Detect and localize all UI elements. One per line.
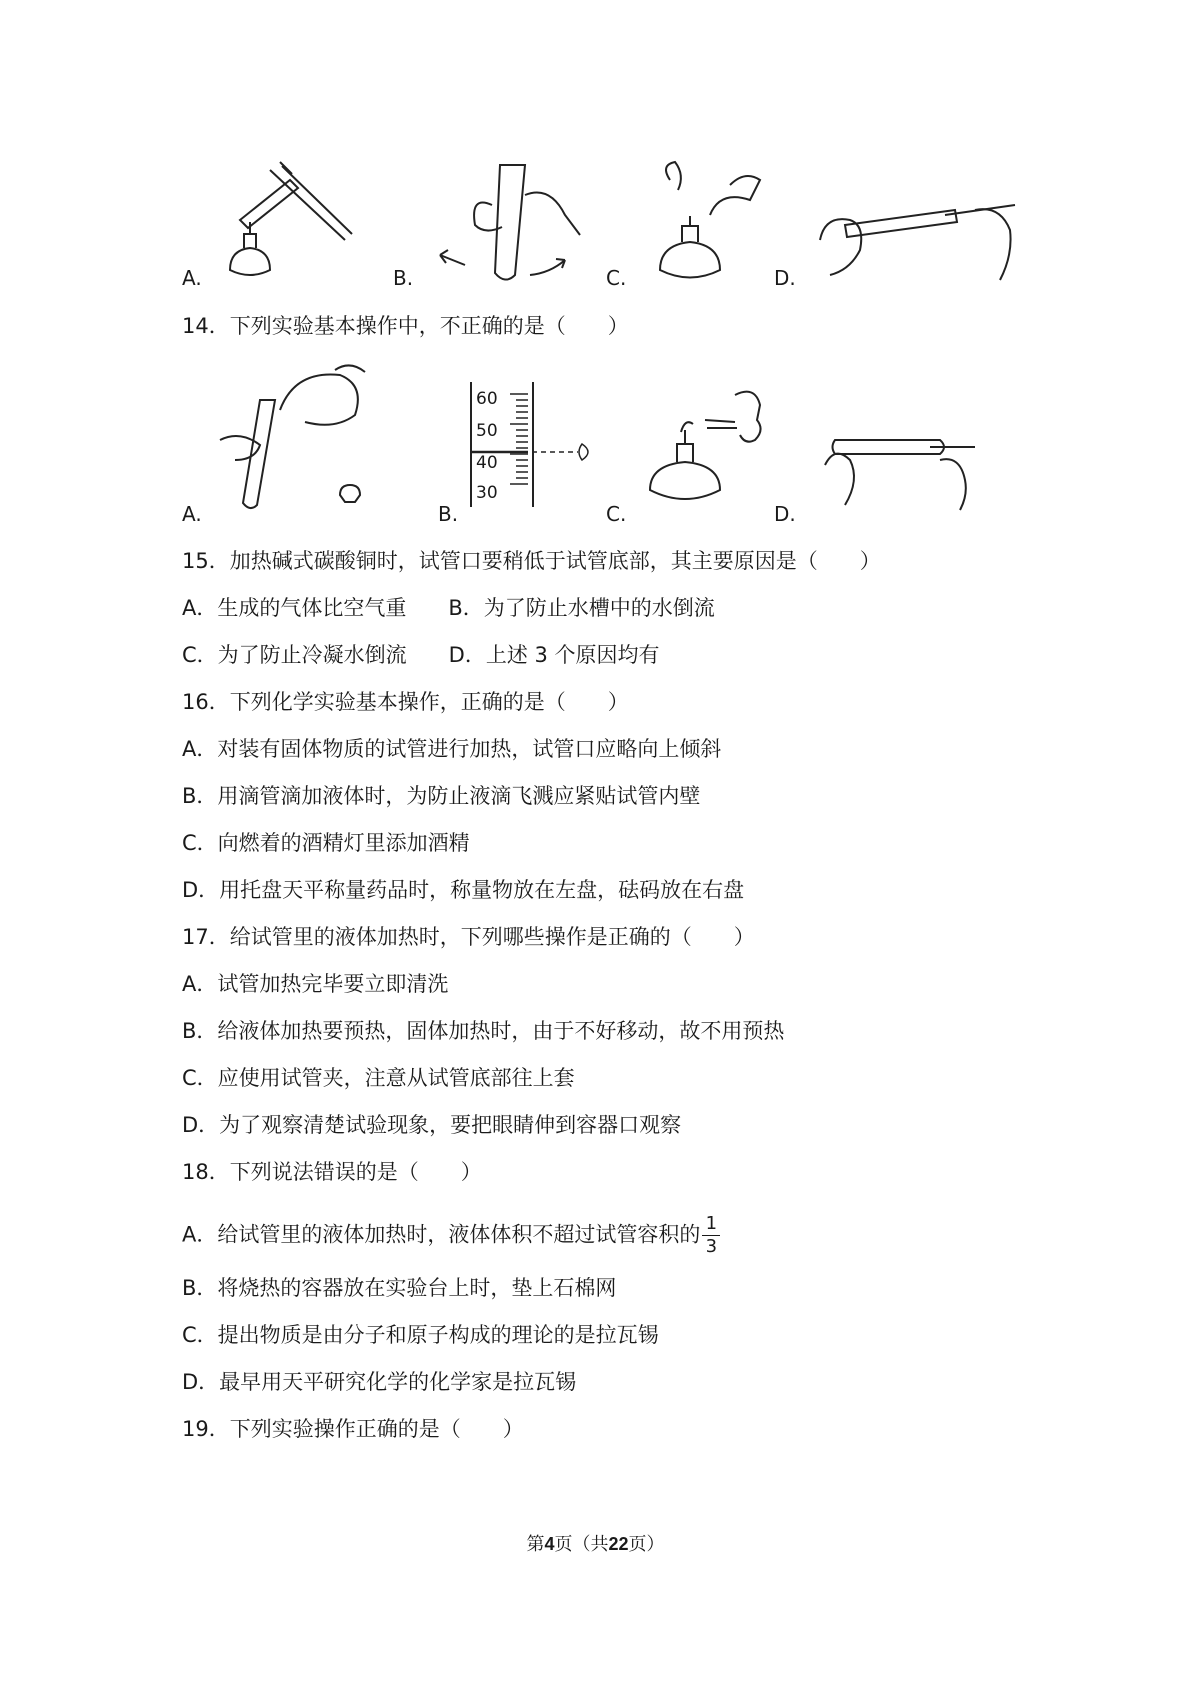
question-19-stem: 19．下列实验操作正确的是（ ） [182,1417,524,1441]
fraction-numerator: 1 [705,1213,718,1234]
q16-option-b: B．用滴管滴加液体时，为防止液滴飞溅应紧贴试管内壁 [182,784,701,808]
question-16-stem: 16．下列化学实验基本操作，正确的是（ ） [182,690,629,714]
q14-option-d-label: D. [774,502,796,526]
pouring-liquid-illustration [215,360,390,515]
shaking-test-tube-illustration [430,155,590,290]
q17-option-b: B．给液体加热要预热，固体加热时，由于不好移动，故不用预热 [182,1019,785,1043]
test-tube-holding-illustration [815,195,1025,290]
footer-suffix: 页） [628,1534,665,1555]
cylinder-tick-60: 60 [476,389,498,409]
page-footer [0,1532,1191,1557]
q16-option-d: D．用托盘天平称量药品时，称量物放在左盘，砝码放在右盘 [182,878,745,902]
q18-option-c: C．提出物质是由分子和原子构成的理论的是拉瓦锡 [182,1323,659,1347]
q18-option-a [182,1214,720,1257]
footer-page-number: 4 [544,1534,555,1554]
q18-option-b: B．将烧热的容器放在实验台上时，垫上石棉网 [182,1276,617,1300]
cylinder-tick-50: 50 [476,421,498,441]
q13-option-c-label: C. [606,266,627,290]
lighting-alcohol-lamp-illustration [650,160,770,290]
q13-option-b-label: B. [393,266,414,290]
q16-option-c: C．向燃着的酒精灯里添加酒精 [182,831,470,855]
q15-options-line-2: C．为了防止冷凝水倒流 D．上述 3 个原因均有 [182,643,660,667]
q18-option-a-text: A．给试管里的液体加热时，液体体积不超过试管容积的 [182,1222,701,1247]
cylinder-tick-40: 40 [476,453,498,473]
footer-mid: 页（共 [554,1534,609,1555]
q15-options-line-1: A．生成的气体比空气重 B．为了防止水槽中的水倒流 [182,596,715,620]
question-17-stem: 17．给试管里的液体加热时，下列哪些操作是正确的（ ） [182,925,755,949]
q14-option-a-label: A. [182,502,202,526]
cylinder-tick-30: 30 [476,483,498,503]
footer-prefix: 第 [526,1534,545,1555]
q13-option-d-label: D. [774,266,796,290]
fraction-denominator: 3 [705,1236,718,1257]
q17-option-d: D．为了观察清楚试验现象，要把眼睛伸到容器口观察 [182,1113,682,1137]
q18-option-d: D．最早用天平研究化学的化学家是拉瓦锡 [182,1370,577,1394]
q14-option-b-label: B. [438,502,459,526]
q16-option-a: A．对装有固体物质的试管进行加热，试管口应略向上倾斜 [182,737,722,761]
q13-option-a-label: A. [182,266,202,290]
q17-option-c: C．应使用试管夹，注意从试管底部往上套 [182,1066,575,1090]
one-third-fraction [702,1214,720,1257]
q17-option-a: A．试管加热完毕要立即清洗 [182,972,449,996]
footer-total-pages: 22 [608,1534,629,1554]
question-15-stem: 15．加热碱式碳酸铜时，试管口要稍低于试管底部，其主要原因是（ ） [182,549,881,573]
question-14-stem: 14．下列实验基本操作中，不正确的是（ ） [182,314,629,338]
test-tube-clamp-heating-illustration [220,160,370,290]
holding-test-tube-horizontally-illustration [820,425,980,515]
extinguishing-lamp-by-blowing-illustration [645,380,780,515]
cylinder-scale-and-eye-illustration [470,382,600,507]
question-18-stem: 18．下列说法错误的是（ ） [182,1160,482,1184]
q14-option-c-label: C. [606,502,627,526]
